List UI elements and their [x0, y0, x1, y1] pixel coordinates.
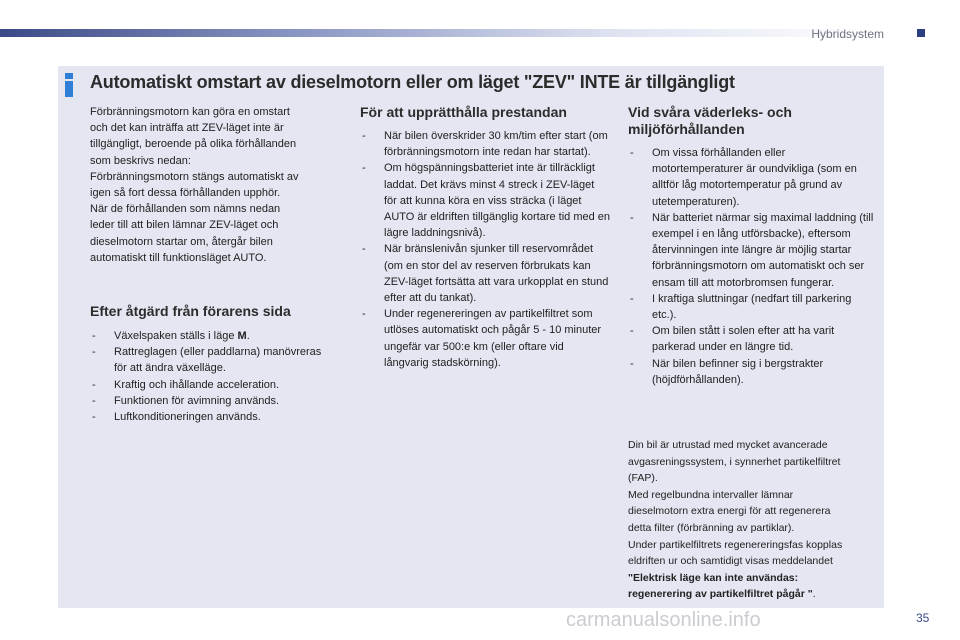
note-line: Din bil är utrustad med mycket avancerade — [628, 439, 828, 451]
performance-list — [360, 128, 610, 371]
performance-section — [360, 104, 610, 371]
list-item: - När batteriet närmar sig maximal laddning (till exempel i en lång utförsbacke), eftersom återvinningen inte längre är möjlig startar förbränningsmotorn om automatiskt och ser ensam till att motorbromsen fungerar. — [628, 210, 876, 291]
list-item: - Kraftig och ihållande acceleration. — [90, 377, 330, 393]
intro-line: leder till att bilen lämnar ZEV-läget och — [90, 219, 279, 232]
intro-line: som beskrivs nedan: — [90, 154, 191, 167]
header-rule — [0, 29, 880, 37]
note-line: detta filter (förbränning av partiklar). — [628, 521, 795, 534]
list-item: - Om bilen stått i solen efter att ha varit parkerad under en längre tid. — [628, 323, 876, 355]
list-item: - Under regenereringen av partikelfiltret som utlöses automatiskt och pågår 5 - 10 minuter ungefär var 500:e km (eller oftare vid långvarig stadskörning). — [360, 306, 610, 371]
intro-line: tillgängligt, beroende på olika förhållanden — [90, 138, 297, 151]
header-square-icon — [917, 29, 925, 37]
note-line: eldriften ur och samtidigt visas meddelandet — [628, 555, 833, 568]
weather-section — [628, 104, 876, 388]
note-message: regenerering av partikelfiltret pågår ". — [628, 588, 816, 601]
list-item: - När bränslenivån sjunker till reservområdet (om en stor del av reserven förbrukats kan ZEV-läget fortsätta att vara urkopplat en stund efter att du tankat). — [360, 241, 610, 306]
driver-action-title: Efter åtgärd från förarens sida — [90, 303, 291, 319]
driver-action-list — [90, 328, 330, 425]
note-line: (FAP). — [628, 472, 658, 485]
intro-line: Förbränningsmotorn stängs automatiskt av — [90, 170, 299, 183]
weather-title: Vid svåra väderleks- och miljöförhållanden — [628, 104, 792, 137]
list-item: - Rattreglagen (eller paddlarna) manövreras för att ändra växelläge. — [90, 344, 330, 376]
note-line: dieselmotorn extra energi för att regenerera — [628, 505, 831, 518]
intro-block — [90, 104, 330, 266]
intro-line: igen så fort dessa förhållanden upphör. — [90, 187, 281, 200]
list-item: - När bilen befinner sig i bergstrakter (höjdförhållanden). — [628, 356, 876, 388]
page-number: 35 — [916, 611, 930, 625]
list-item: - När bilen överskrider 30 km/tim efter start (om förbränningsmotorn inte redan har startat). — [360, 128, 610, 160]
intro-line: automatiskt till funktionsläget AUTO. — [90, 251, 267, 264]
list-item: - Om vissa förhållanden eller motortemperaturer är oundvikliga (som en alltför låg motortemperatur på grund av utetemperaturen). — [628, 145, 876, 210]
list-item: - Luftkonditioneringen används. — [90, 409, 330, 425]
info-icon — [62, 73, 76, 97]
list-item: - Funktionen för avimning används. — [90, 393, 330, 409]
intro-line: dieselmotorn startar om, återgår bilen — [90, 235, 273, 248]
fap-note — [628, 437, 878, 603]
watermark: carmanualsonline.info — [566, 609, 761, 631]
list-item: - I kraftiga sluttningar (nedfart till parkering etc.). — [628, 291, 876, 323]
weather-list — [628, 145, 876, 388]
note-message: "Elektrisk läge kan inte användas: — [628, 571, 799, 584]
performance-title: För att upprätthålla prestandan — [360, 104, 567, 120]
driver-action-section — [90, 303, 330, 425]
section-title: Hybridsystem — [811, 27, 884, 41]
intro-line: När de förhållanden som nämns nedan — [90, 203, 281, 216]
list-item: - Om högspänningsbatteriet inte är tillräckligt laddat. Det krävs minst 4 streck i ZEV-läget för att kunna köra en viss sträcka (i läget AUTO är eldriften tillgänglig kortare tid med en lägre laddningsnivå). — [360, 160, 610, 241]
note-line: Med regelbundna intervaller lämnar — [628, 488, 794, 501]
note-line: avgasreningssystem, i synnerhet partikelfiltret — [628, 455, 841, 468]
intro-line: och det kan inträffa att ZEV-läget inte är — [90, 122, 284, 135]
list-item: - Växelspaken ställs i läge M. — [90, 328, 330, 344]
note-line: Under partikelfiltrets regenereringsfas kopplas — [628, 538, 843, 551]
main-heading: Automatiskt omstart av dieselmotorn eller om läget "ZEV" INTE är tillgängligt — [90, 72, 735, 92]
intro-line: Förbränningsmotorn kan göra en omstart — [90, 106, 290, 118]
